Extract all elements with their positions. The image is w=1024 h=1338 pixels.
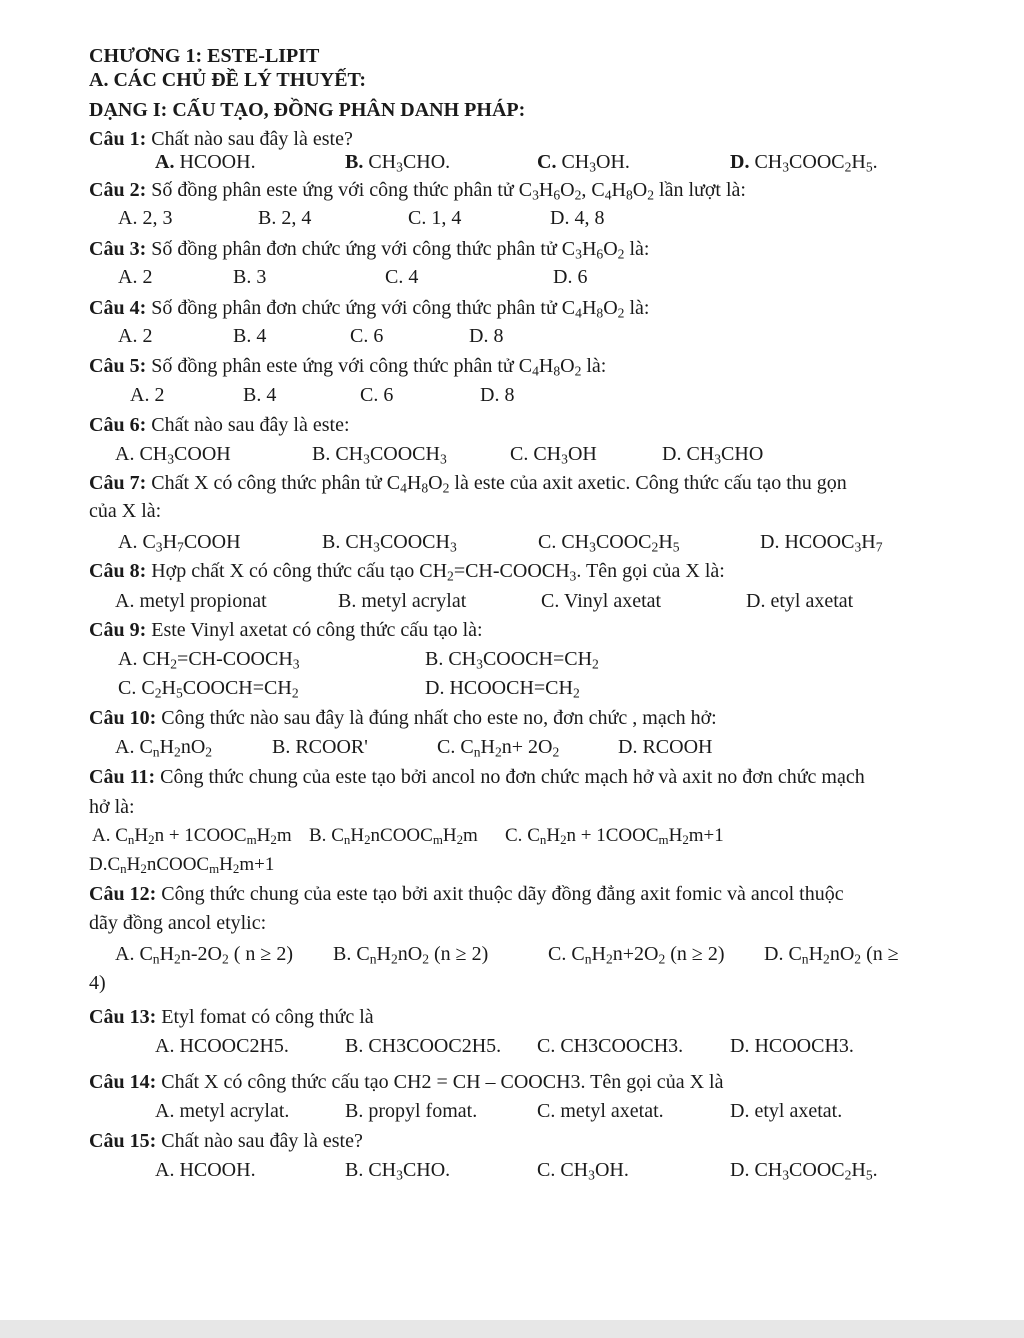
question-3-option-d: D. 6: [553, 266, 588, 288]
bottom-edge: [0, 1320, 1024, 1338]
question-12-option-a: A. $C_nH_2n-2O_2$ ( n ≥ 2): [115, 943, 294, 967]
question-text: Công thức chung của este tạo bởi ancol no đơn chức mạch hở và axit no đơn chức mạch: [160, 766, 865, 788]
question-5-option-a: A. 2: [130, 384, 165, 406]
question-8-option-d: D. etyl axetat: [746, 590, 854, 612]
question-2-option-b: B. 2, 4: [258, 207, 312, 229]
question-4-option-d: D. 8: [469, 325, 504, 347]
question-text: Hợp chất X có công thức cấu tạo $CH_2=CH-COOCH_3$. Tên gọi của X là:: [151, 560, 725, 584]
topic-title: DẠNG I: CẤU TẠO, ĐỒNG PHÂN DANH PHÁP:: [89, 99, 526, 121]
question-11-option-b: B. $C_nH_2nCOOC_mH_2m$: [309, 825, 478, 848]
question-text: Chất nào sau đây là este:: [151, 414, 350, 436]
question-4-option-b: B. 4: [233, 325, 267, 347]
question-2-option-d: D. 4, 8: [550, 207, 605, 229]
question-9-option-b: B. $CH_3COOCH=CH_2$: [425, 648, 599, 672]
question-13-option-b: B. CH3COOC2H5.: [345, 1035, 502, 1057]
question-14: Câu 14: Chất X có công thức cấu tạo CH2 = CH – COOCH3. Tên gọi của X là: [89, 1071, 724, 1093]
question-10-option-b: B. RCOOR': [272, 736, 368, 758]
chapter-title: CHƯƠNG 1: ESTE-LIPIT: [89, 45, 320, 67]
question-12-continuation: dãy đồng ancol etylic:: [89, 912, 267, 934]
question-2-option-c: C. 1, 4: [408, 207, 462, 229]
question-10: Câu 10: Công thức nào sau đây là đúng nhất cho este no, đơn chức , mạch hở:: [89, 707, 717, 729]
question-6-option-a: A. $CH_3COOH$: [115, 443, 231, 467]
question-1-option-d: D. $CH_3COOC_2H_5$.: [730, 151, 878, 175]
question-text: Chất nào sau đây là este?: [146, 128, 353, 150]
question-15: Câu 15: Chất nào sau đây là este?: [89, 1130, 363, 1152]
question-4: Câu 4: Số đồng phân đơn chức ứng với công thức phân tử $C_4H_8O_2$ là:: [89, 297, 650, 321]
question-5-option-b: B. 4: [243, 384, 277, 406]
question-13: Câu 13: Etyl fomat có công thức là: [89, 1006, 374, 1028]
question-4-option-a: A. 2: [118, 325, 153, 347]
question-11-option-c: C. $C_nH_2n$ + $1COOC_mH_2m+1$: [505, 825, 724, 848]
question-9-option-c: C. $C_2H_5COOCH=CH_2$: [118, 677, 299, 701]
question-8-option-a: A. metyl propionat: [115, 590, 267, 612]
question-text: Số đồng phân đơn chức ứng với công thức phân tử $C_3H_6O_2$ là:: [151, 238, 650, 262]
question-13-option-c: C. CH3COOCH3.: [537, 1035, 684, 1057]
question-text: Công thức chung của este tạo bởi axit thuộc dãy đồng đẳng axit fomic và ancol thuộc: [161, 883, 844, 905]
question-12-option-b: B. $C_nH_2nO_2$ (n ≥ 2): [333, 943, 489, 967]
question-3-option-b: B. 3: [233, 266, 267, 288]
question-11-option-d: $D.C_nH_2nCOOC_mH_2m+1$: [89, 854, 275, 877]
question-text: Chất X có công thức phân tử $C_4H_8O_2$ là este của axit axetic. Công thức cấu tạo thu gọn: [151, 472, 847, 496]
question-1-option-a: A. HCOOH.: [155, 151, 256, 173]
question-11-option-a: A. $C_nH_2n$ + $1COOC_mH_2m$: [92, 825, 292, 848]
question-12-option-c: C. $C_nH_2n+2O_2$ (n ≥ 2): [548, 943, 725, 967]
question-text: Etyl fomat có công thức là: [156, 1006, 374, 1028]
question-12-option-d-wrap: 4): [89, 972, 106, 994]
question-6-option-c: C. $CH_3OH$: [510, 443, 597, 467]
question-7-option-b: B. $CH_3COOCH_3$: [322, 531, 457, 555]
question-text: Chất nào sau đây là este?: [156, 1130, 363, 1152]
question-15-option-c: C. $CH_3OH$.: [537, 1159, 629, 1183]
question-7-continuation: của X là:: [89, 500, 162, 522]
question-5-option-c: C. 6: [360, 384, 394, 406]
question-14-option-b: B. propyl fomat.: [345, 1100, 478, 1122]
question-13-option-a: A. HCOOC2H5.: [155, 1035, 289, 1057]
question-10-option-a: A. $C_nH_2nO_2$: [115, 736, 213, 760]
question-9-option-d: D. $HCOOCH=CH_2$: [425, 677, 580, 701]
question-10-option-d: D. RCOOH: [618, 736, 713, 758]
question-3-option-c: C. 4: [385, 266, 419, 288]
section-title: A. CÁC CHỦ ĐỀ LÝ THUYẾT:: [89, 69, 367, 91]
question-12: Câu 12: Công thức chung của este tạo bởi axit thuộc dãy đồng đẳng axit fomic và ancol thuộc: [89, 883, 844, 905]
question-5-option-d: D. 8: [480, 384, 515, 406]
question-text: Công thức nào sau đây là đúng nhất cho este no, đơn chức , mạch hở:: [161, 707, 717, 729]
question-7-option-d: D. $HCOOC_3H_7$: [760, 531, 883, 555]
question-11-continuation: hở là:: [89, 796, 135, 818]
question-15-option-b: B. $CH_3CHO$.: [345, 1159, 451, 1183]
question-7: Câu 7: Chất X có công thức phân tử $C_4H_8O_2$ là este của axit axetic. Công thức cấu tạo thu gọn: [89, 472, 847, 496]
question-text: Este Vinyl axetat có công thức cấu tạo là:: [151, 619, 483, 641]
question-text: Chất X có công thức cấu tạo CH2 = CH – COOCH3. Tên gọi của X là: [156, 1071, 724, 1093]
question-8-option-c: C. Vinyl axetat: [541, 590, 662, 612]
question-6: Câu 6: Chất nào sau đây là este:: [89, 414, 350, 436]
question-6-option-d: D. $CH_3CHO$: [662, 443, 764, 467]
question-11: Câu 11: Công thức chung của este tạo bởi ancol no đơn chức mạch hở và axit no đơn chức mạch: [89, 766, 865, 788]
question-15-option-d: D. $CH_3COOC_2H_5$.: [730, 1159, 878, 1183]
question-text: Số đồng phân este ứng với công thức phân tử $C_4H_8O_2$ là:: [151, 355, 607, 379]
question-9-option-a: A. $CH_2=CH-COOCH_3$: [118, 648, 300, 672]
question-2: Câu 2: Số đồng phân este ứng với công thức phân tử $C_3H_6O_2$, $C_4H_8O_2$ lần lượt là:: [89, 179, 746, 203]
question-8-option-b: B. metyl acrylat: [338, 590, 467, 612]
question-7-option-c: C. $CH_3COOC_2H_5$: [538, 531, 680, 555]
question-13-option-d: D. HCOOCH3.: [730, 1035, 854, 1057]
question-3: Câu 3: Số đồng phân đơn chức ứng với công thức phân tử $C_3H_6O_2$ là:: [89, 238, 650, 262]
question-14-option-c: C. metyl axetat.: [537, 1100, 664, 1122]
question-14-option-a: A. metyl acrylat.: [155, 1100, 290, 1122]
question-15-option-a: A. HCOOH.: [155, 1159, 256, 1181]
question-1-option-c: C. $CH_3OH$.: [537, 151, 630, 175]
question-8: Câu 8: Hợp chất X có công thức cấu tạo $CH_2=CH-COOCH_3$. Tên gọi của X là:: [89, 560, 725, 584]
question-6-option-b: B. $CH_3COOCH_3$: [312, 443, 447, 467]
question-text: Số đồng phân đơn chức ứng với công thức phân tử $C_4H_8O_2$ là:: [151, 297, 650, 321]
question-text: Số đồng phân este ứng với công thức phân tử $C_3H_6O_2$, $C_4H_8O_2$ lần lượt là:: [151, 179, 746, 203]
question-1-option-b: B. $CH_3CHO$.: [345, 151, 451, 175]
question-5: Câu 5: Số đồng phân este ứng với công thức phân tử $C_4H_8O_2$ là:: [89, 355, 607, 379]
question-14-option-d: D. etyl axetat.: [730, 1100, 843, 1122]
question-2-option-a: A. 2, 3: [118, 207, 173, 229]
question-4-option-c: C. 6: [350, 325, 384, 347]
question-7-option-a: A. $C_3H_7COOH$: [118, 531, 241, 555]
question-1: Câu 1: Chất nào sau đây là este?: [89, 128, 353, 150]
question-12-option-d: D. $C_nH_2nO_2$ (n ≥: [764, 943, 899, 967]
question-3-option-a: A. 2: [118, 266, 153, 288]
question-10-option-c: C. $C_nH_2n+ 2O_2$: [437, 736, 560, 760]
question-9: Câu 9: Este Vinyl axetat có công thức cấu tạo là:: [89, 619, 483, 641]
